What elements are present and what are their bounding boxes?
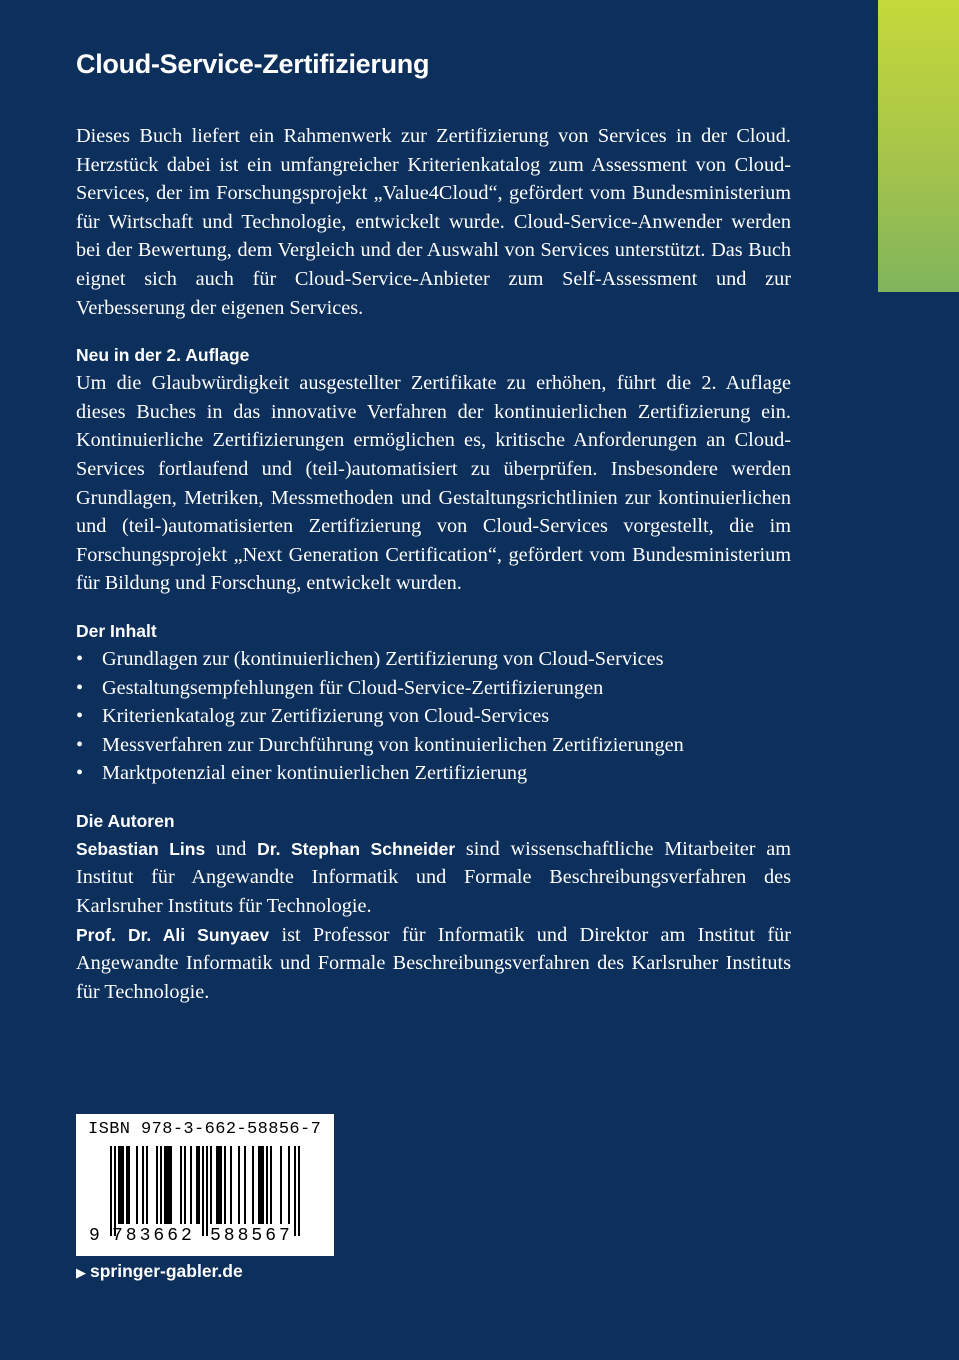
barcode-bar	[156, 1146, 158, 1224]
barcode-bar	[220, 1146, 222, 1224]
barcode-bar	[258, 1146, 260, 1224]
ean-digits-right: 588567	[210, 1226, 293, 1246]
barcode-bar	[216, 1146, 218, 1224]
barcode-bar	[128, 1146, 130, 1224]
barcode-bar	[196, 1146, 198, 1224]
barcode-bar	[280, 1146, 282, 1224]
barcode-bar	[266, 1146, 268, 1224]
accent-strip	[878, 0, 959, 292]
barcode-bar	[180, 1146, 182, 1224]
barcode-bar	[164, 1146, 166, 1224]
barcode-bar	[238, 1146, 240, 1224]
isbn-label: ISBN 978-3-662-58856-7	[88, 1120, 322, 1139]
bullet-icon: •	[76, 733, 84, 756]
barcode-bar	[142, 1146, 144, 1224]
back-cover-content	[76, 44, 791, 1006]
list-item: • Messverfahren zur Durchführung von kontinuierlichen Zertifizierungen	[76, 731, 791, 760]
bullet-icon: •	[76, 762, 84, 785]
list-item: • Gestaltungsempfehlungen für Cloud-Service-Zertifizierungen	[76, 674, 791, 703]
barcode-bar	[294, 1146, 296, 1236]
barcode-bar	[260, 1146, 262, 1224]
list-item: • Kriterienkatalog zur Zertifizierung von Cloud-Services	[76, 702, 791, 731]
barcode-bar	[120, 1146, 122, 1224]
authors-heading: Die Autoren	[76, 810, 175, 831]
barcode-bar	[224, 1146, 226, 1224]
barcode-bar	[166, 1146, 168, 1224]
barcode-bar	[170, 1146, 172, 1224]
contents-heading: Der Inhalt	[76, 620, 157, 641]
new-edition-heading: Neu in der 2. Auflage	[76, 345, 250, 366]
barcode-bar	[252, 1146, 254, 1224]
play-arrow-icon: ▶	[76, 1265, 86, 1280]
barcode-bar	[288, 1146, 290, 1224]
barcode-bar	[244, 1146, 246, 1224]
barcode-bar	[298, 1146, 300, 1236]
bullet-icon: •	[76, 647, 84, 670]
authors-paragraph-2: Prof. Dr. Ali Sunyaev ist Professor für Informatik und Direktor am Institut für Angewandte Informatik und Formale Beschreibungsverfahren des Karlsruher Instituts für Technologie.	[76, 923, 791, 1003]
barcode-bar	[118, 1146, 120, 1224]
ean-digits-left: 783662	[112, 1226, 195, 1246]
barcode-bar	[218, 1146, 220, 1224]
barcode-bar	[230, 1146, 232, 1224]
barcode-bar	[184, 1146, 186, 1224]
author-name: Dr. Stephan Schneider	[257, 838, 456, 859]
barcode-bar	[122, 1146, 124, 1224]
barcode-bar	[160, 1146, 162, 1224]
barcode-bar	[190, 1146, 192, 1224]
bullet-icon: •	[76, 676, 84, 699]
barcode-bar	[126, 1146, 128, 1224]
barcode-bar	[270, 1146, 272, 1224]
isbn-barcode-box	[76, 1114, 334, 1256]
publisher-url: springer-gabler.de	[90, 1261, 243, 1281]
intro-paragraph: Dieses Buch liefert ein Rahmenwerk zur Zertifizierung von Services in der Cloud. Herzstück dabei ist ein umfangreicher Kriterienkatalog zum Assessment von Cloud-Services, der im Forschungsprojekt „Value4Cloud“, gefördert vom Bundesministerium für Wirtschaft und Technologie, entwickelt wurde. Cloud-Service-Anwender werden bei der Bewertung, dem Vergleich und der Auswahl von Services unterstützt. Das Buch eignet sich auch für Cloud-Service-Anbieter zum Self-Assessment und zur Verbesserung der eigenen Services.	[76, 125, 791, 319]
ean-digit-first: 9	[89, 1226, 100, 1246]
contents-list	[76, 645, 791, 788]
barcode-bar	[262, 1146, 264, 1224]
book-title: Cloud-Service-Zertifizierung	[76, 49, 430, 79]
barcode-bar	[198, 1146, 200, 1224]
list-item: • Marktpotenzial einer kontinuierlichen Zertifizierung	[76, 759, 791, 788]
author-name: Prof. Dr. Ali Sunyaev	[76, 924, 270, 945]
new-edition-paragraph: Um die Glaubwürdigkeit ausgestellter Zertifikate zu erhöhen, führt die 2. Auflage dieses Buches in das innovative Verfahren der kontinuierlichen Zertifizierung ein. Kontinuierliche Zertifizierungen ermöglichen es, kritische Anforderungen an Cloud-Services fortlaufend und (teil-)automatisiert zu überprüfen. Insbesondere werden Grundlagen, Metriken, Messmethoden und Gestaltungsrichtlinien zur kontinuierlichen und (teil-)automatisierten Zertifizierung von Cloud-Services vorgestellt, die im Forschungsprojekt „Next Generation Certification“, gefördert vom Bundesministerium für Bildung und Forschung, entwickelt wurden.	[76, 372, 791, 595]
barcode-bar	[168, 1146, 170, 1224]
list-item: • Grundlagen zur (kontinuierlichen) Zertifizierung von Cloud-Services	[76, 645, 791, 674]
barcode-bar	[114, 1146, 116, 1236]
barcode-bar	[206, 1146, 208, 1236]
barcode-bar	[136, 1146, 138, 1224]
barcode-bar	[202, 1146, 204, 1236]
authors-paragraph-1: Sebastian Lins und Dr. Stephan Schneider sind wissenschaftliche Mitarbeiter am Institut für Angewandte Informatik und Formale Beschreibungsverfahren des Karlsruher Instituts für Technologie.	[76, 837, 791, 918]
author-name: Sebastian Lins	[76, 838, 206, 859]
bullet-icon: •	[76, 705, 84, 728]
barcode-bar	[146, 1146, 148, 1224]
barcode-bar	[210, 1146, 212, 1224]
publisher-link[interactable]	[76, 1261, 243, 1282]
barcode-bar	[110, 1146, 112, 1236]
